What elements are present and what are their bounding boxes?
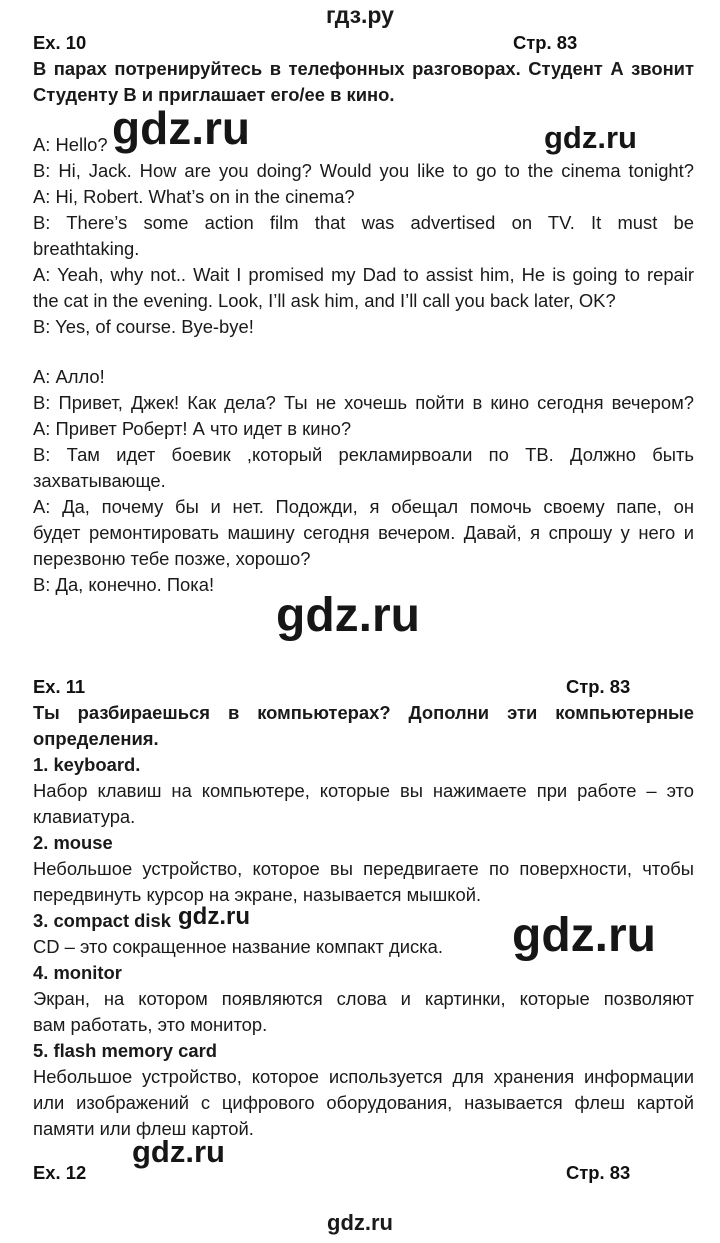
dialogue-line-ru: захватывающе. [33, 470, 166, 491]
dialogue-line-en: A: Hello? [33, 134, 108, 155]
ex10-task-line: В парах потренируйтесь в телефонных разговорах. Студент А звонит [33, 58, 694, 79]
definition-line: или изображений с цифрового оборудования, называется флеш картой [33, 1092, 694, 1113]
dialogue-line-ru: В: Да, конечно. Пока! [33, 574, 215, 595]
ex12-page: Стр. 83 [566, 1162, 631, 1183]
dialogue-line-en: B: There’s some action film that was advertised on TV. It must be [33, 212, 694, 233]
dialogue-line-ru: А: Да, почему бы и нет. Подожди, я обещал помочь своему папе, он [33, 496, 694, 517]
ex10-page: Стр. 83 [513, 32, 578, 53]
watermark: gdz.ru [276, 589, 420, 642]
definition-line: Экран, на котором появляются слова и картинки, которые позволяют [33, 988, 694, 1009]
definition-term: 1. keyboard. [33, 754, 141, 775]
dialogue-line-en: B: Hi, Jack. How are you doing? Would you like to go to the cinema tonight? [33, 160, 694, 181]
dialogue-line-ru: В: Привет, Джек! Как дела? Ты не хочешь пойти в кино сегодня вечером? [33, 392, 694, 413]
dialogue-line-en: the cat in the evening. Look, I’ll ask him, and I’ll call you back later, OK? [33, 290, 616, 311]
dialogue-line-en: breathtaking. [33, 238, 140, 259]
watermark: gdz.ru [112, 102, 250, 154]
definition-line: Набор клавиш на компьютере, которые вы нажимаете при работе – это [33, 780, 694, 801]
definition-line: вам работать, это монитор. [33, 1014, 268, 1035]
dialogue-line-ru: В: Там идет боевик ,который рекламирвоали по ТВ. Должно быть [33, 444, 694, 465]
dialogue-line-ru: А: Алло! [33, 366, 105, 387]
definition-term: 3. compact disk [33, 910, 171, 931]
watermark: gdz.ru [132, 1134, 225, 1169]
definition-term: 5. flash memory card [33, 1040, 217, 1061]
ex11-page: Стр. 83 [566, 676, 631, 697]
dialogue-line-en: A: Yeah, why not.. Wait I promised my Dad to assist him, He is going to repair [33, 264, 694, 285]
dialogue-line-ru: перезвоню тебе позже, хорошо? [33, 548, 311, 569]
definition-line: Небольшое устройство, которое вы передвигаете по поверхности, чтобы [33, 858, 694, 879]
definition-line: памяти или флеш картой. [33, 1118, 254, 1139]
watermark: gdz.ru [512, 909, 656, 962]
definition-term: 4. monitor [33, 962, 122, 983]
dialogue-line-en: B: Yes, of course. Bye-bye! [33, 316, 254, 337]
ex12-label: Ex. 12 [33, 1162, 87, 1183]
definition-line: передвинуть курсор на экране, называется мышкой. [33, 884, 482, 905]
definition-line: клавиатура. [33, 806, 136, 827]
ex11-label: Ex. 11 [33, 676, 86, 697]
definition-line: CD – это сокращенное название компакт диска. [33, 936, 443, 957]
definition-term: 2. mouse [33, 832, 113, 853]
dialogue-line-ru: А: Привет Роберт! А что идет в кино? [33, 418, 352, 439]
ex11-task-line: определения. [33, 728, 159, 749]
dialogue-line-en: A: Hi, Robert. What’s on in the cinema? [33, 186, 355, 207]
ex10-label: Ex. 10 [33, 32, 87, 53]
dialogue-line-ru: будет ремонтировать машину сегодня вечером. Давай, я спрошу у него и [33, 522, 694, 543]
site-footer: gdz.ru [327, 1210, 393, 1235]
site-header: гдз.ру [326, 2, 394, 28]
ex10-task-line: Студенту В и приглашает его/ее в кино. [33, 84, 395, 105]
watermark: gdz.ru [178, 903, 250, 930]
watermark: gdz.ru [544, 120, 637, 155]
definition-line: Небольшое устройство, которое используется для хранения информации [33, 1066, 694, 1087]
ex11-task-line: Ты разбираешься в компьютерах? Дополни эти компьютерные [33, 702, 694, 723]
